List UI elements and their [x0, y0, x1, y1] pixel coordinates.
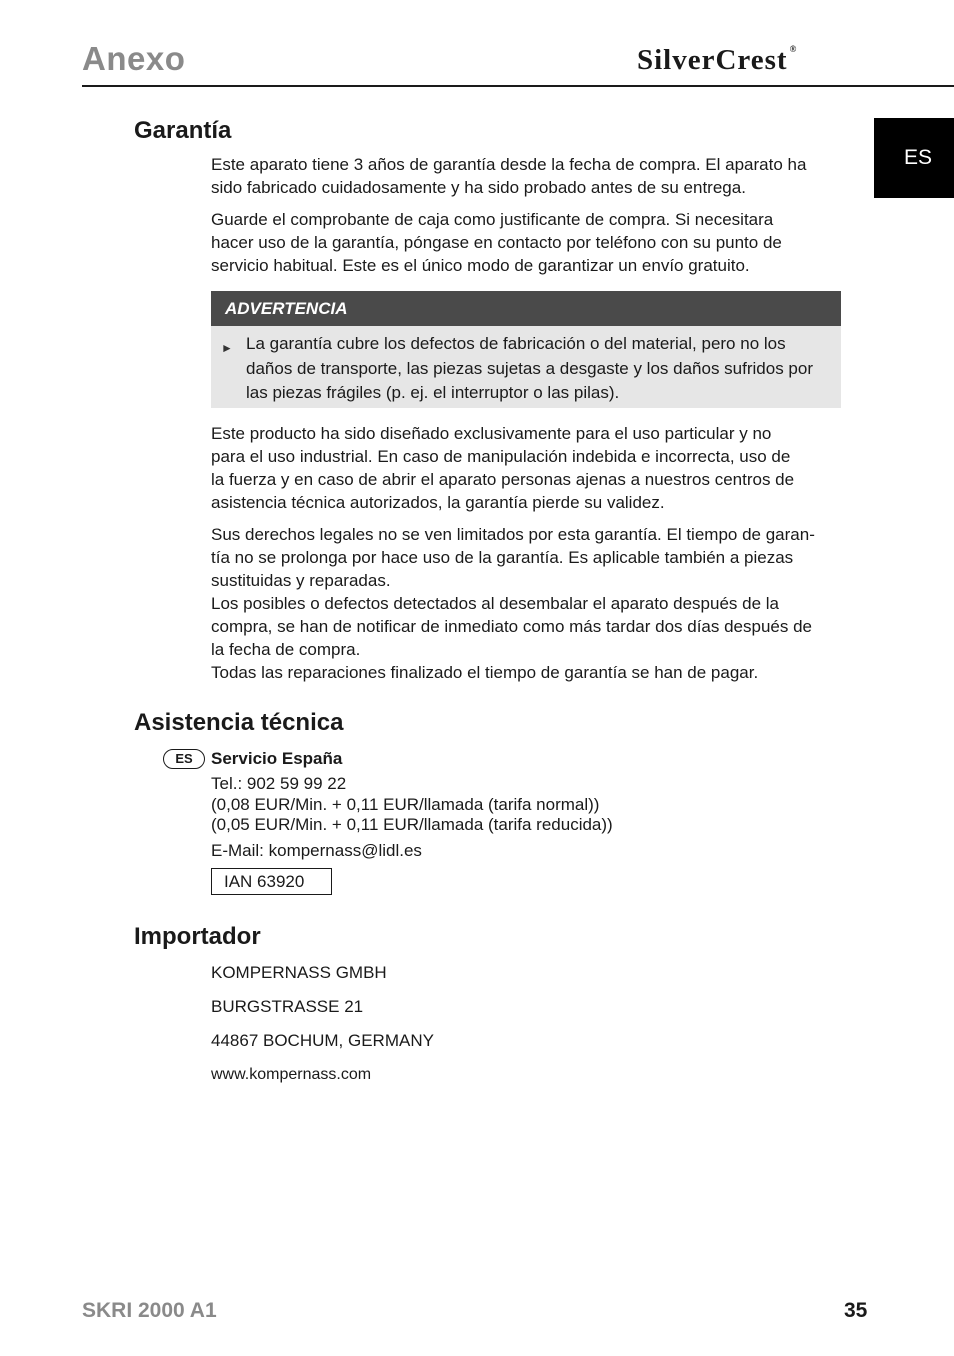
ian-box: IAN 63920 — [211, 868, 332, 895]
importer-street: BURGSTRASSE 21 — [211, 997, 364, 1016]
footer-model: SKRI 2000 A1 — [82, 1299, 217, 1322]
text-line: la fuerza y en caso de abrir el aparato personas ajenas a nuestros centros de — [211, 470, 795, 489]
text-line: Este producto ha sido diseñado exclusivamente para el uso particular y no — [211, 424, 772, 443]
section-heading-asistencia: Asistencia técnica — [134, 709, 344, 736]
text-line: Sus derechos legales no se ven limitados por esta garantía. El tiempo de garan- — [211, 525, 815, 544]
language-tab: ES — [874, 118, 954, 198]
text-line: sido fabricado cuidadosamente y ha sido probado antes de su entrega. — [211, 178, 746, 197]
importer-city: 44867 BOCHUM, GERMANY — [211, 1031, 434, 1050]
header-divider — [82, 85, 954, 87]
warning-body — [211, 326, 841, 406]
text-line: Los posibles o defectos detectados al desembalar el aparato después de la — [211, 594, 779, 613]
text-line: la fecha de compra. — [211, 640, 361, 659]
text-line: para el uso industrial. En caso de manipulación indebida e incorrecta, uso de — [211, 447, 791, 466]
importer-website: www.kompernass.com — [211, 1066, 372, 1083]
brand-registered-mark: ® — [789, 44, 798, 54]
text-line: tía no se prolonga por hace uso de la garantía. Es aplicable también a piezas — [211, 548, 794, 567]
service-title: Servicio España — [211, 749, 343, 768]
text-line: hacer uso de la garantía, póngase en contacto por teléfono con su punto de — [211, 233, 782, 252]
service-email: E-Mail: kompernass@lidl.es — [211, 841, 422, 860]
service-rate-normal: (0,08 EUR/Min. + 0,11 EUR/llamada (tarifa normal)) — [211, 795, 600, 814]
country-badge: ES — [163, 749, 205, 769]
garantia-paragraph-3 — [211, 422, 841, 514]
brand-name: SilverCrest — [637, 44, 788, 76]
garantia-paragraph-1 — [211, 153, 841, 199]
warning-title: ADVERTENCIA — [211, 291, 841, 326]
text-line: Guarde el comprobante de caja como justificante de compra. Si necesitara — [211, 210, 774, 229]
garantia-paragraph-2 — [211, 208, 841, 277]
page-title: Anexo — [82, 40, 186, 77]
triangle-bullet-icon: ► — [221, 341, 233, 355]
text-line: La garantía cubre los defectos de fabricación o del material, pero no los — [246, 334, 786, 353]
importer-company: KOMPERNASS GMBH — [211, 963, 387, 982]
section-heading-garantia: Garantía — [134, 117, 232, 144]
service-phone: Tel.: 902 59 99 22 — [211, 774, 347, 793]
garantia-paragraph-4 — [211, 523, 841, 684]
warning-box — [211, 291, 841, 408]
text-line: Este aparato tiene 3 años de garantía desde la fecha de compra. El aparato ha — [211, 155, 807, 174]
text-line: sustituidas y reparadas. — [211, 571, 391, 590]
text-line: las piezas frágiles (p. ej. el interruptor o las pilas). — [246, 383, 620, 402]
text-line: asistencia técnica autorizados, la garantía pierde su validez. — [211, 493, 665, 512]
section-heading-importador: Importador — [134, 923, 261, 950]
page-number: 35 — [844, 1299, 868, 1322]
text-line: servicio habitual. Este es el único modo de garantizar un envío gratuito. — [211, 256, 750, 275]
service-rate-reduced: (0,05 EUR/Min. + 0,11 EUR/llamada (tarifa reducida)) — [211, 815, 613, 834]
text-line: compra, se han de notificar de inmediato como más tardar dos días después de — [211, 617, 813, 636]
brand-logo — [637, 44, 797, 77]
text-line: daños de transporte, las piezas sujetas a desgaste y los daños sufridos por — [246, 358, 814, 378]
text-line: Todas las reparaciones finalizado el tiempo de garantía se han de pagar. — [211, 663, 759, 682]
